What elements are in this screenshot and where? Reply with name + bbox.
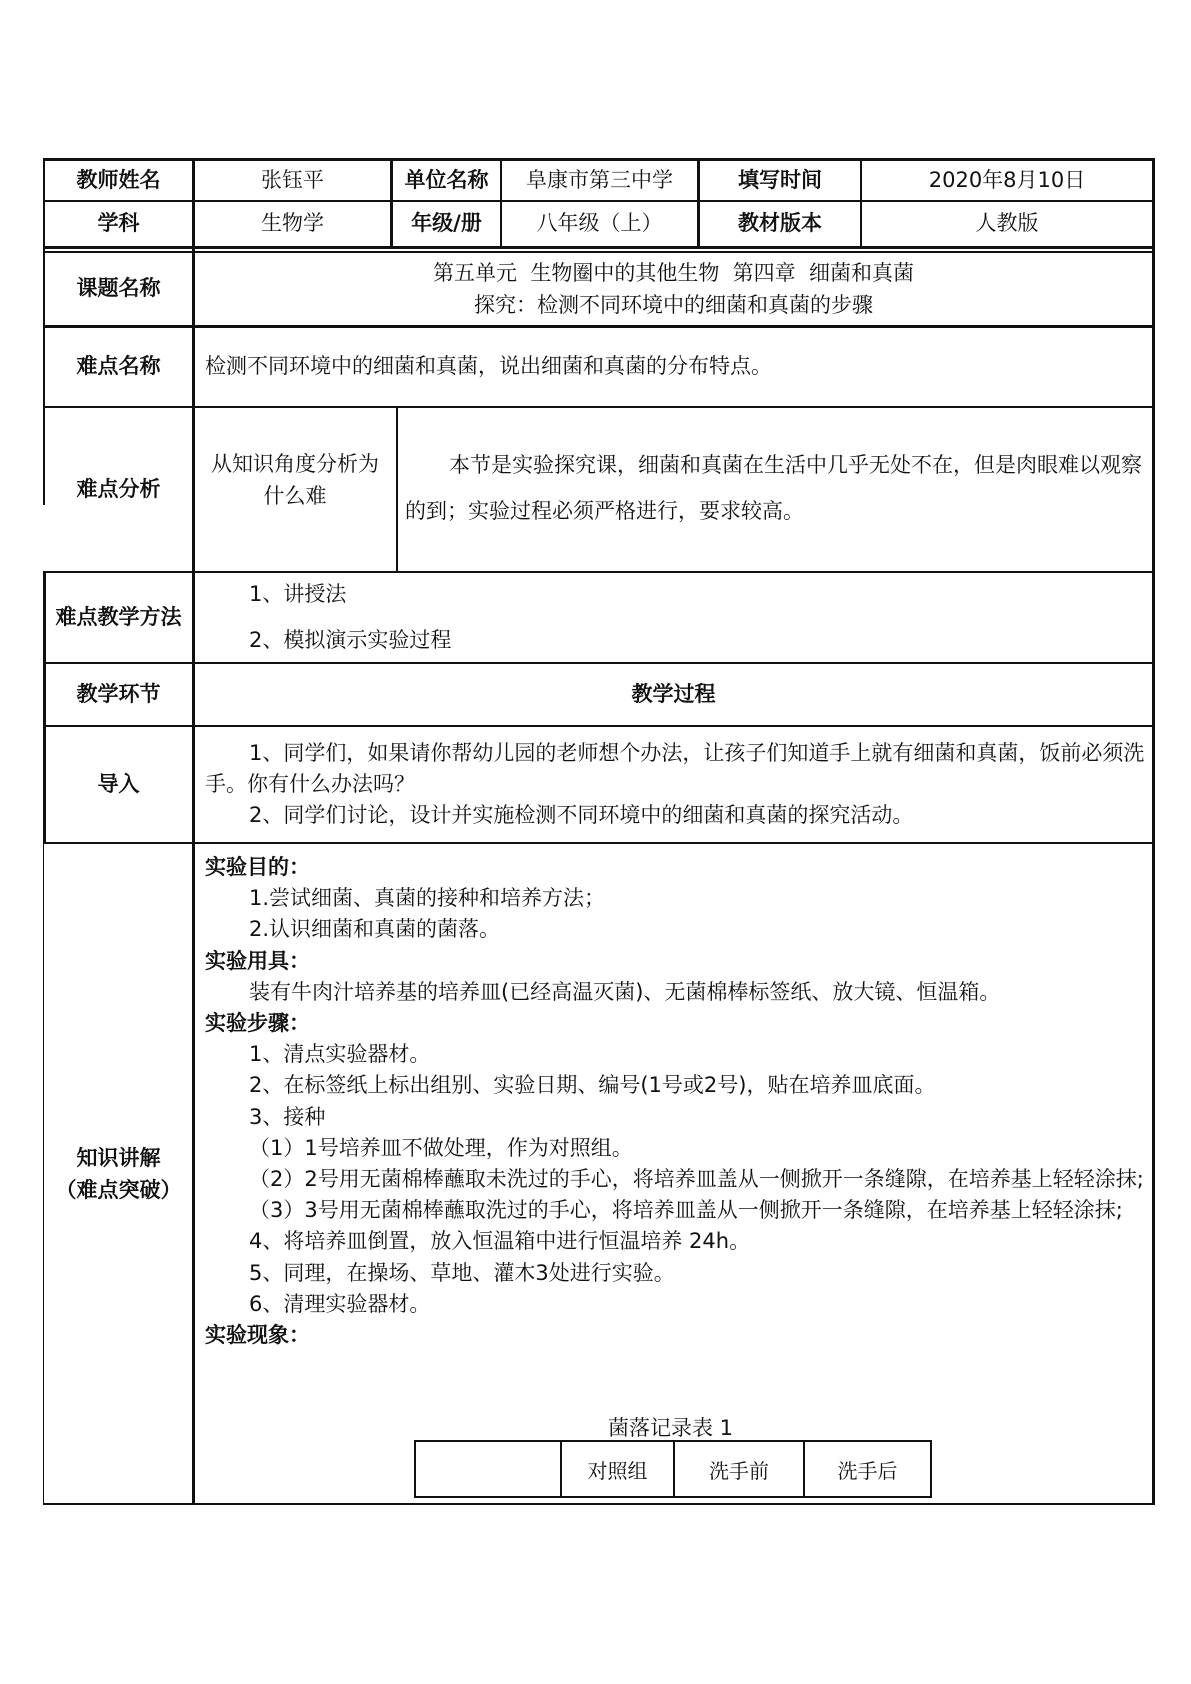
phenomenon-title: 实验现象： [205,1323,310,1348]
knowledge-content [205,852,1145,1351]
teacher-name-value: 张钰平 [261,167,324,192]
colony-record-table [414,1440,932,1498]
process-step-label: 教学环节 [76,681,161,706]
table-border [43,571,1155,573]
record-table-title: 菌落记录表 1 [608,1416,734,1440]
difficulty-label: 难点名称 [76,354,161,379]
step-sub-item: （1）1号培养皿不做处理，作为对照组。 [249,1135,633,1160]
knowledge-label-line-2: （难点突破） [55,1177,182,1202]
topic-value [195,253,1152,325]
topic-label: 课题名称 [76,276,161,301]
fill-date-label: 填写时间 [738,167,822,192]
method-item: 2、模拟演示实验过程 [249,628,452,652]
step-item: 6、清理实验器材。 [249,1291,431,1316]
table-header-cell [416,1442,562,1496]
knowledge-label [45,844,192,1503]
difficulty-value: 检测不同环境中的细菌和真菌，说出细菌和真菌的分布特点。 [205,354,772,379]
step-item: 2、在标签纸上标出组别、实验日期、编号(1号或2号)，贴在培养皿底面。 [249,1073,936,1098]
method-item: 1、讲授法 [249,582,347,606]
step-item: 5、同理，在操场、草地、灌木3处进行实验。 [249,1260,675,1285]
edition-value: 人教版 [975,211,1039,236]
purpose-item: 2.认识细菌和真菌的菌落。 [249,917,501,942]
table-border [43,246,1155,249]
analysis-text: 本节是实验探究课，细菌和真菌在生活中几乎无处不在，但是肉眼难以观察的到；实验过程必须严格进行，要求较高。 [405,453,1142,523]
table-header-cell: 对照组 [562,1442,675,1496]
table-border [43,725,1155,727]
intro-label: 导入 [97,771,140,796]
table-border [43,842,1155,844]
subject-value: 生物学 [261,211,324,236]
method-label: 难点教学方法 [55,604,182,629]
knowledge-label-line-1: 知识讲解 [76,1145,161,1170]
edition-label: 教材版本 [738,211,822,236]
unit-name-label: 单位名称 [404,167,489,192]
subject-label: 学科 [97,211,140,236]
steps-title: 实验步骤： [205,1011,310,1036]
table-border [43,1503,1155,1505]
step-sub-item: （3）3号用无菌棉棒蘸取洗过的手心，将培养皿盖从一侧掀开一条缝隙，在培养基上轻轻涂抹; [249,1198,1123,1223]
grade-value: 八年级（上） [536,211,663,236]
purpose-item: 1.尝试细菌、真菌的接种和培养方法； [249,886,606,911]
teacher-name-label: 教师姓名 [76,167,161,192]
table-header-cell: 洗手前 [675,1442,805,1496]
step-item: 3、接种 [249,1104,326,1129]
topic-line-1: 第五单元 生物圈中的其他生物 第四章 细菌和真菌 [432,261,915,285]
unit-name-value: 阜康市第三中学 [526,167,673,192]
table-border [43,842,44,1505]
topic-line-2: 探究：检测不同环境中的细菌和真菌的步骤 [474,293,873,317]
process-header-value: 教学过程 [631,681,716,706]
analysis-label: 难点分析 [76,476,161,501]
purpose-title: 实验目的： [205,855,310,879]
table-header-cell: 洗手后 [837,1458,898,1483]
step-item: 4、将培养皿倒置，放入恒温箱中进行恒温培养 24h。 [249,1229,751,1254]
intro-paragraph-2: 2、同学们讨论，设计并实施检测不同环境中的细菌和真菌的探究活动。 [249,803,914,827]
tools-text: 装有牛肉汁培养基的培养皿(已经高温灭菌)、无菌棉棒标签纸、放大镜、恒温箱。 [249,979,1001,1004]
fill-date-value: 2020年8月10日 [928,167,1086,192]
grade-label: 年级/册 [411,211,482,236]
table-border [396,406,398,572]
step-item: 1、清点实验器材。 [249,1042,431,1067]
table-border [1152,158,1155,1505]
tools-title: 实验用具： [205,948,310,973]
table-border [192,158,195,1505]
intro-paragraph-1: 1、同学们，如果请你帮幼儿园的老师想个办法，让孩子们知道手上就有细菌和真菌，饭前必须洗手。你有什么办法吗？ [205,741,1145,796]
analysis-sub-label: 从知识角度分析为什么难 [211,452,379,508]
table-border [43,406,1155,408]
step-sub-item: （2）2号用无菌棉棒蘸取未洗过的手心，将培养皿盖从一侧掀开一条缝隙，在培养基上轻轻涂抹; [249,1167,1144,1192]
